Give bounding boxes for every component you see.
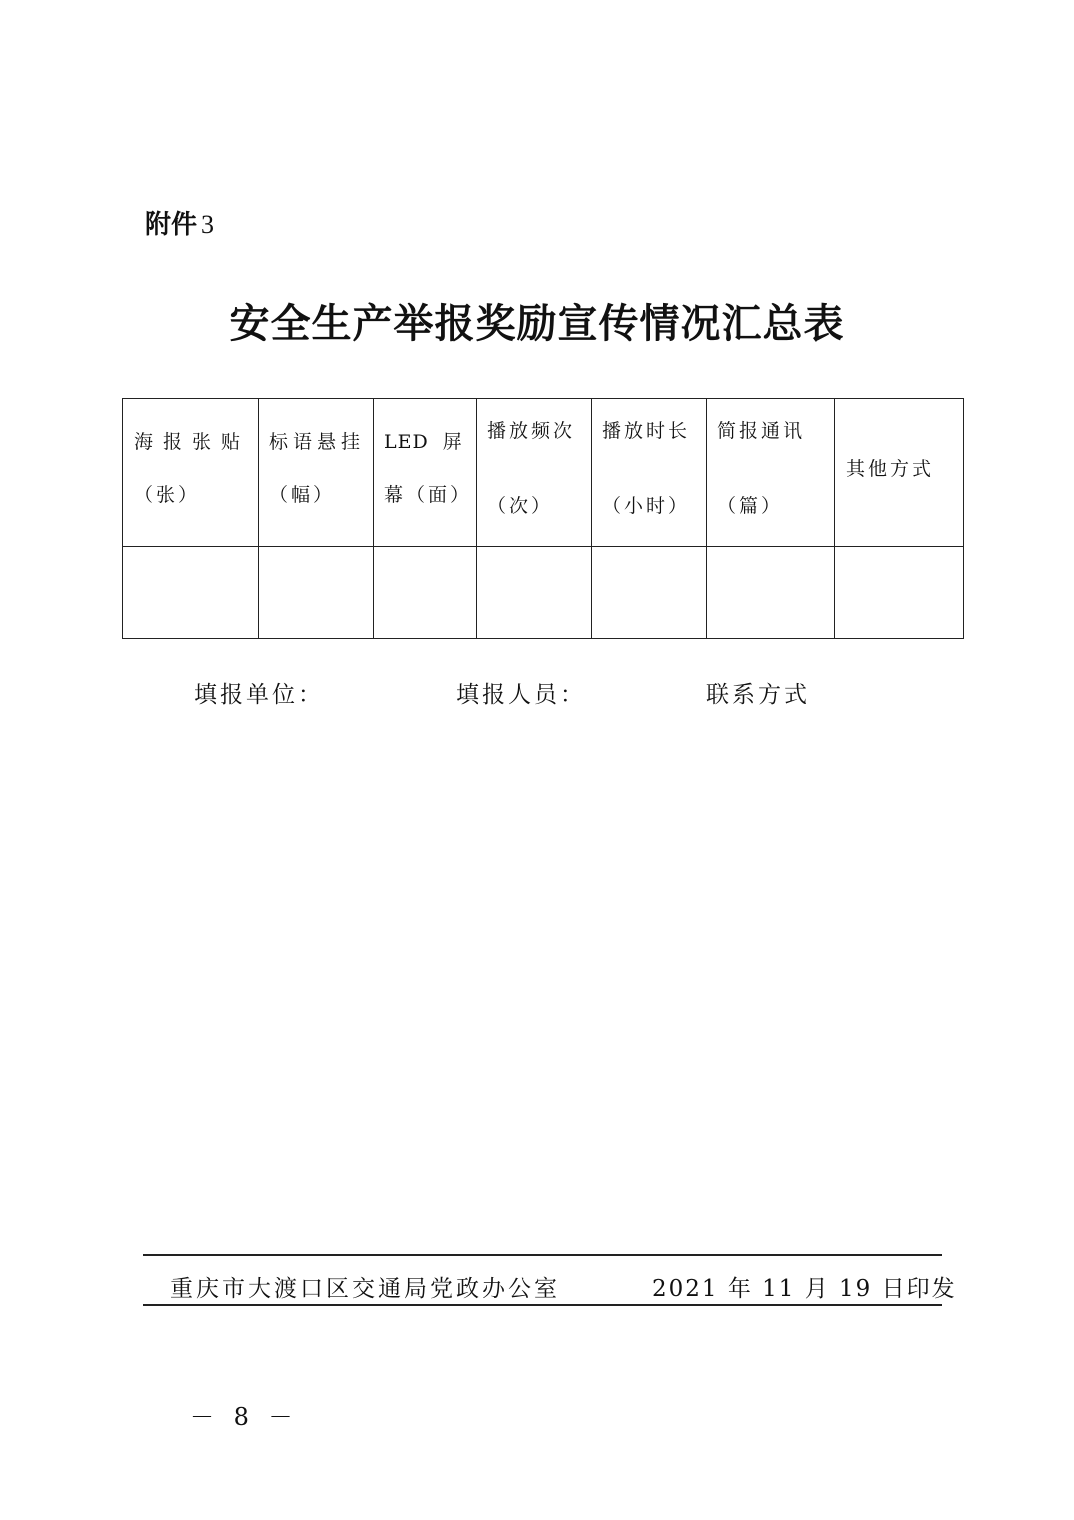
header-frequency-line1: 播放频次 <box>487 420 576 442</box>
summary-table <box>122 398 964 639</box>
table-row <box>123 547 964 639</box>
document-title: 安全生产举报奖励宣传情况汇总表 <box>229 300 845 347</box>
table-cell[interactable] <box>707 547 835 639</box>
table-cell[interactable] <box>374 547 477 639</box>
attachment-label <box>145 204 214 241</box>
header-bulletin <box>707 399 835 547</box>
header-other <box>835 399 964 547</box>
table-cell[interactable] <box>123 547 259 639</box>
header-duration-line1: 播放时长 <box>602 420 691 442</box>
table-cell[interactable] <box>259 547 374 639</box>
header-banner-line1: 标语悬挂 <box>269 431 366 453</box>
attachment-number: 3 <box>201 210 215 239</box>
bottom-rule <box>143 1304 942 1306</box>
header-bulletin-line2: （篇） <box>717 495 784 517</box>
page-number: － 8 － <box>190 1403 299 1431</box>
header-poster-line1: 海报张贴 <box>134 431 251 453</box>
header-poster-line2: （张） <box>134 484 201 506</box>
header-banner-line2: （幅） <box>269 484 336 506</box>
header-poster <box>123 399 259 547</box>
header-duration-line2: （小时） <box>602 495 691 517</box>
header-led <box>374 399 477 547</box>
table-cell[interactable] <box>477 547 592 639</box>
issue-date: 2021 年 11 月 19 日印发 <box>652 1276 957 1302</box>
header-led-line1: LED 屏 <box>384 431 463 453</box>
table-cell[interactable] <box>592 547 707 639</box>
attachment-text: 附件 <box>145 210 198 240</box>
table-header-row <box>123 399 964 547</box>
header-frequency <box>477 399 592 547</box>
issuer: 重庆市大渡口区交通局党政办公室 <box>170 1276 560 1302</box>
header-banner <box>259 399 374 547</box>
fill-person-label: 填报人员： <box>456 682 586 708</box>
top-rule <box>143 1254 942 1256</box>
header-bulletin-line1: 简报通讯 <box>717 420 806 442</box>
contact-label: 联系方式 <box>706 682 810 708</box>
header-led-line2: 幕（面） <box>384 484 473 506</box>
header-other-line1: 其他方式 <box>846 458 935 480</box>
header-frequency-line2: （次） <box>487 495 554 517</box>
table-cell[interactable] <box>835 547 964 639</box>
header-duration <box>592 399 707 547</box>
fill-unit-label: 填报单位： <box>194 682 324 708</box>
